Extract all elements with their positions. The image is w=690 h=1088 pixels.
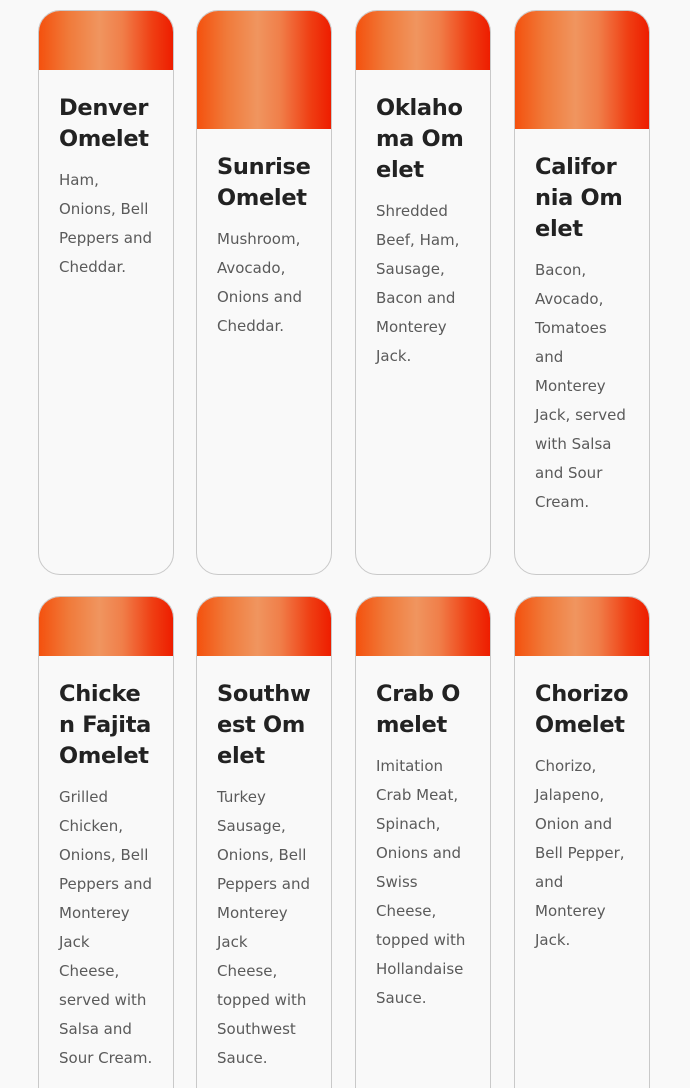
card-title: Sunrise Omelet <box>217 154 311 211</box>
menu-card-oklahoma[interactable] <box>355 10 491 575</box>
card-description: Bacon, Avocado, Tomatoes and Monterey Jack, served with Salsa and Sour Cream. <box>535 261 626 511</box>
card-description: Turkey Sausage, Onions, Bell Peppers and Monterey Jack Cheese, topped with Southwest Sauce. <box>217 788 310 1067</box>
card-description: Ham, Onions, Bell Peppers and Cheddar. <box>59 171 152 276</box>
card-banner-image <box>515 597 649 656</box>
menu-card-denver[interactable] <box>38 10 174 575</box>
card-banner-image <box>197 11 331 129</box>
menu-card-california[interactable] <box>514 10 650 575</box>
card-title: Southwest Omelet <box>217 681 311 769</box>
menu-card-sunrise[interactable] <box>196 10 332 575</box>
card-description: Shredded Beef, Ham, Sausage, Bacon and Monterey Jack. <box>376 202 460 365</box>
card-title: Chicken Fajita Omelet <box>59 681 152 769</box>
card-title: Oklahoma Omelet <box>376 95 464 183</box>
menu-card-southwest[interactable] <box>196 596 332 1088</box>
card-banner-image <box>39 597 173 656</box>
menu-card-crab[interactable] <box>355 596 491 1088</box>
card-title: California Omelet <box>535 154 623 242</box>
card-title: Denver Omelet <box>59 95 149 152</box>
card-description: Imitation Crab Meat, Spinach, Onions and Swiss Cheese, topped with Hollandaise Sauce. <box>376 757 466 1007</box>
card-title: Chorizo Omelet <box>535 681 629 738</box>
menu-card-chorizo[interactable] <box>514 596 650 1088</box>
card-banner-image <box>515 11 649 129</box>
card-description: Mushroom, Avocado, Onions and Cheddar. <box>217 230 302 335</box>
card-description: Chorizo, Jalapeno, Onion and Bell Pepper, and Monterey Jack. <box>535 757 625 949</box>
card-banner-image <box>39 11 173 70</box>
card-title: Crab Omelet <box>376 681 461 738</box>
menu-card-chicken-fajita[interactable] <box>38 596 174 1088</box>
card-banner-image <box>356 11 490 70</box>
card-banner-image <box>197 597 331 656</box>
card-description: Grilled Chicken, Onions, Bell Peppers and Monterey Jack Cheese, served with Salsa and Sour Cream. <box>59 788 153 1067</box>
card-banner-image <box>356 597 490 656</box>
